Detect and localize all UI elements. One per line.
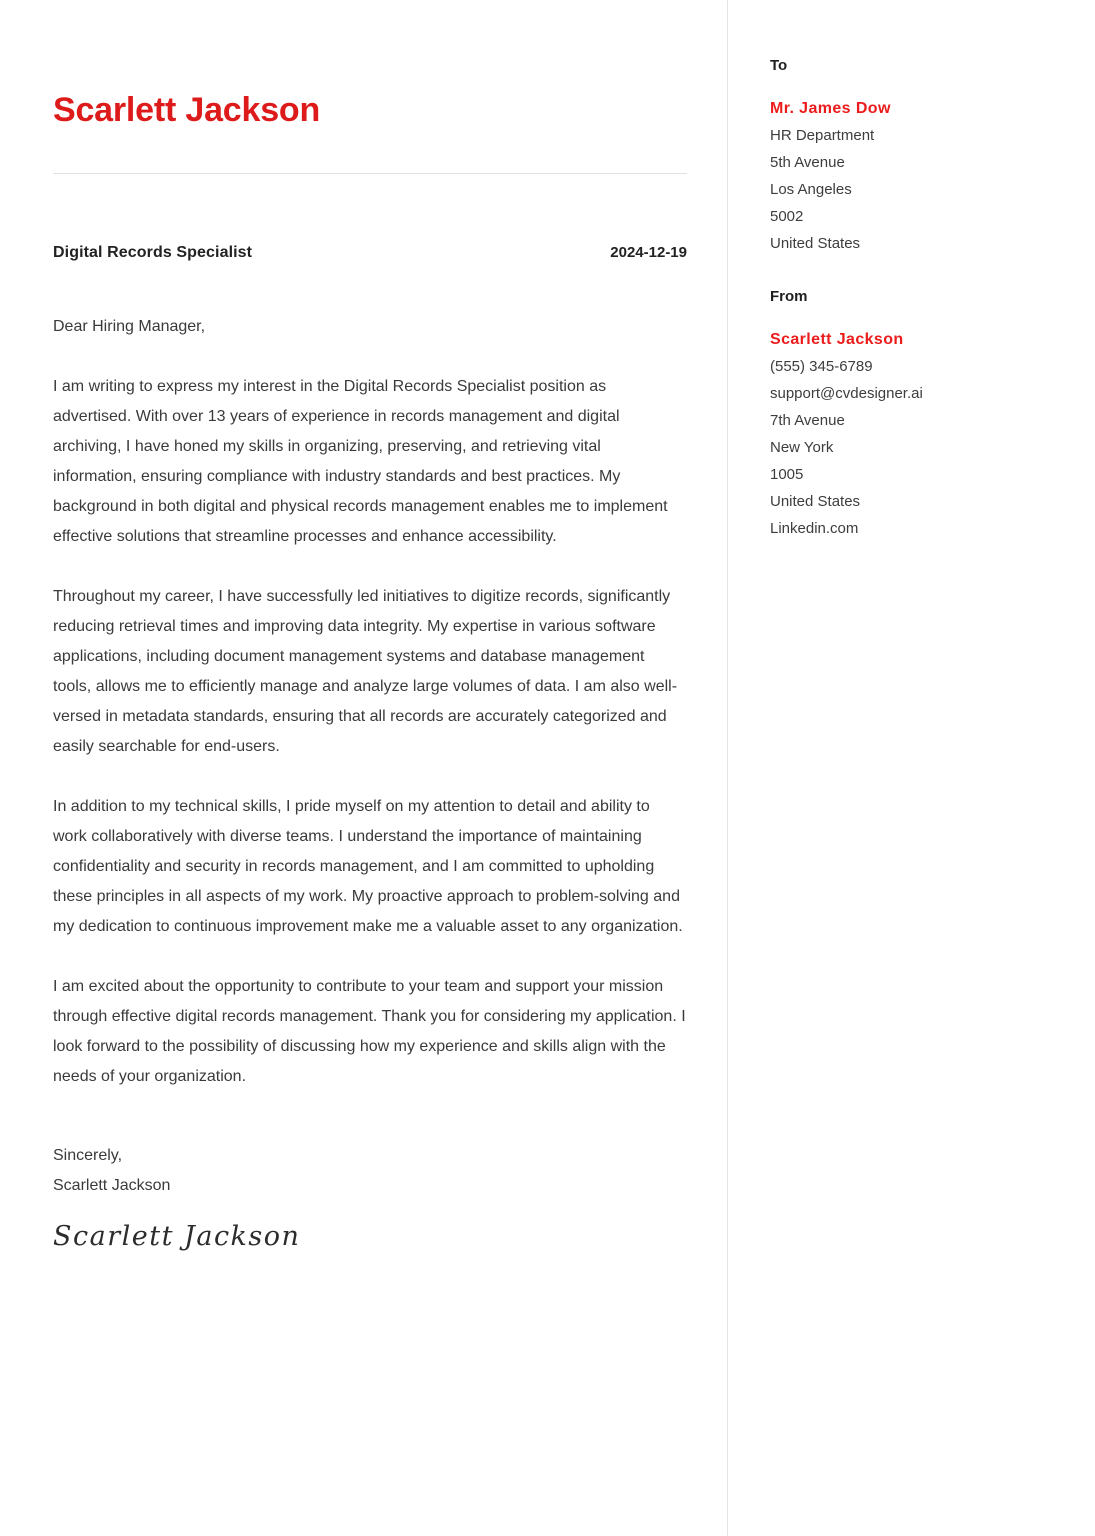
sender-line: United States [770, 493, 861, 510]
title-date-row [53, 244, 687, 262]
sender-line: 7th Avenue [770, 412, 845, 429]
column-divider [727, 0, 728, 1536]
page-title: Scarlett Jackson [53, 91, 321, 129]
sender-line: 1005 [770, 466, 804, 483]
letter-paragraph: I am writing to express my interest in the Digital Records Specialist position as advertised. With over 13 years of experience in records management and digital archiving, I have honed my skills in organizing, preserving, and retrieving vital information, ensuring compliance with industry standards and best practices. My background in both digital and physical records management enables me to implement effective solutions that streamline processes and enhance accessibility. [53, 378, 668, 546]
closing-block [53, 1141, 687, 1201]
handwritten-signature: Scarlett Jackson [53, 1221, 301, 1253]
closing-phrase: Sincerely, [53, 1147, 123, 1165]
sender-line: New York [770, 439, 834, 456]
recipient-line: 5th Avenue [770, 154, 845, 171]
sender-phone: (555) 345-6789 [770, 358, 873, 375]
sender-heading: From [770, 288, 808, 305]
closing-name: Scarlett Jackson [53, 1177, 171, 1195]
sender-block [770, 257, 1070, 542]
recipient-line: HR Department [770, 127, 875, 144]
address-sidebar [770, 0, 1070, 542]
letter-paragraph: In addition to my technical skills, I pride myself on my attention to detail and ability to work collaboratively with diverse teams. I understand the importance of maintaining confidentiality and security in records management, and I am committed to upholding these principles in all aspects of my work. My proactive approach to problem-solving and my dedication to continuous improvement make me a valuable asset to any organization. [53, 798, 683, 936]
recipient-line: United States [770, 235, 861, 252]
letter-date: 2024-12-19 [610, 244, 687, 262]
recipient-line: Los Angeles [770, 181, 852, 198]
sender-email: support@cvdesigner.ai [770, 385, 923, 402]
recipient-line: 5002 [770, 208, 804, 225]
letter-paragraph: I am excited about the opportunity to contribute to your team and support your mission through effective digital records management. Thank you for considering my application. I look forward to the possibility of discussing how my experience and skills align with the needs of your organization. [53, 978, 686, 1086]
recipient-heading: To [770, 57, 788, 74]
recipient-block [770, 0, 1070, 257]
salutation: Dear Hiring Manager, [53, 318, 206, 336]
header-divider-rule [53, 173, 687, 174]
sender-website: Linkedin.com [770, 520, 859, 537]
job-title: Digital Records Specialist [53, 244, 253, 262]
sender-name: Scarlett Jackson [770, 331, 904, 348]
letter-paragraph: Throughout my career, I have successfully led initiatives to digitize records, significantly reducing retrieval times and improving data integrity. My expertise in various software applications, including document management systems and database management tools, allows me to efficiently manage and analyze large volumes of data. I am also well-versed in metadata standards, ensuring that all records are accurately categorized and easily searchable for end-users. [53, 588, 678, 756]
letter-main-column [53, 0, 687, 1253]
recipient-name: Mr. James Dow [770, 100, 891, 117]
